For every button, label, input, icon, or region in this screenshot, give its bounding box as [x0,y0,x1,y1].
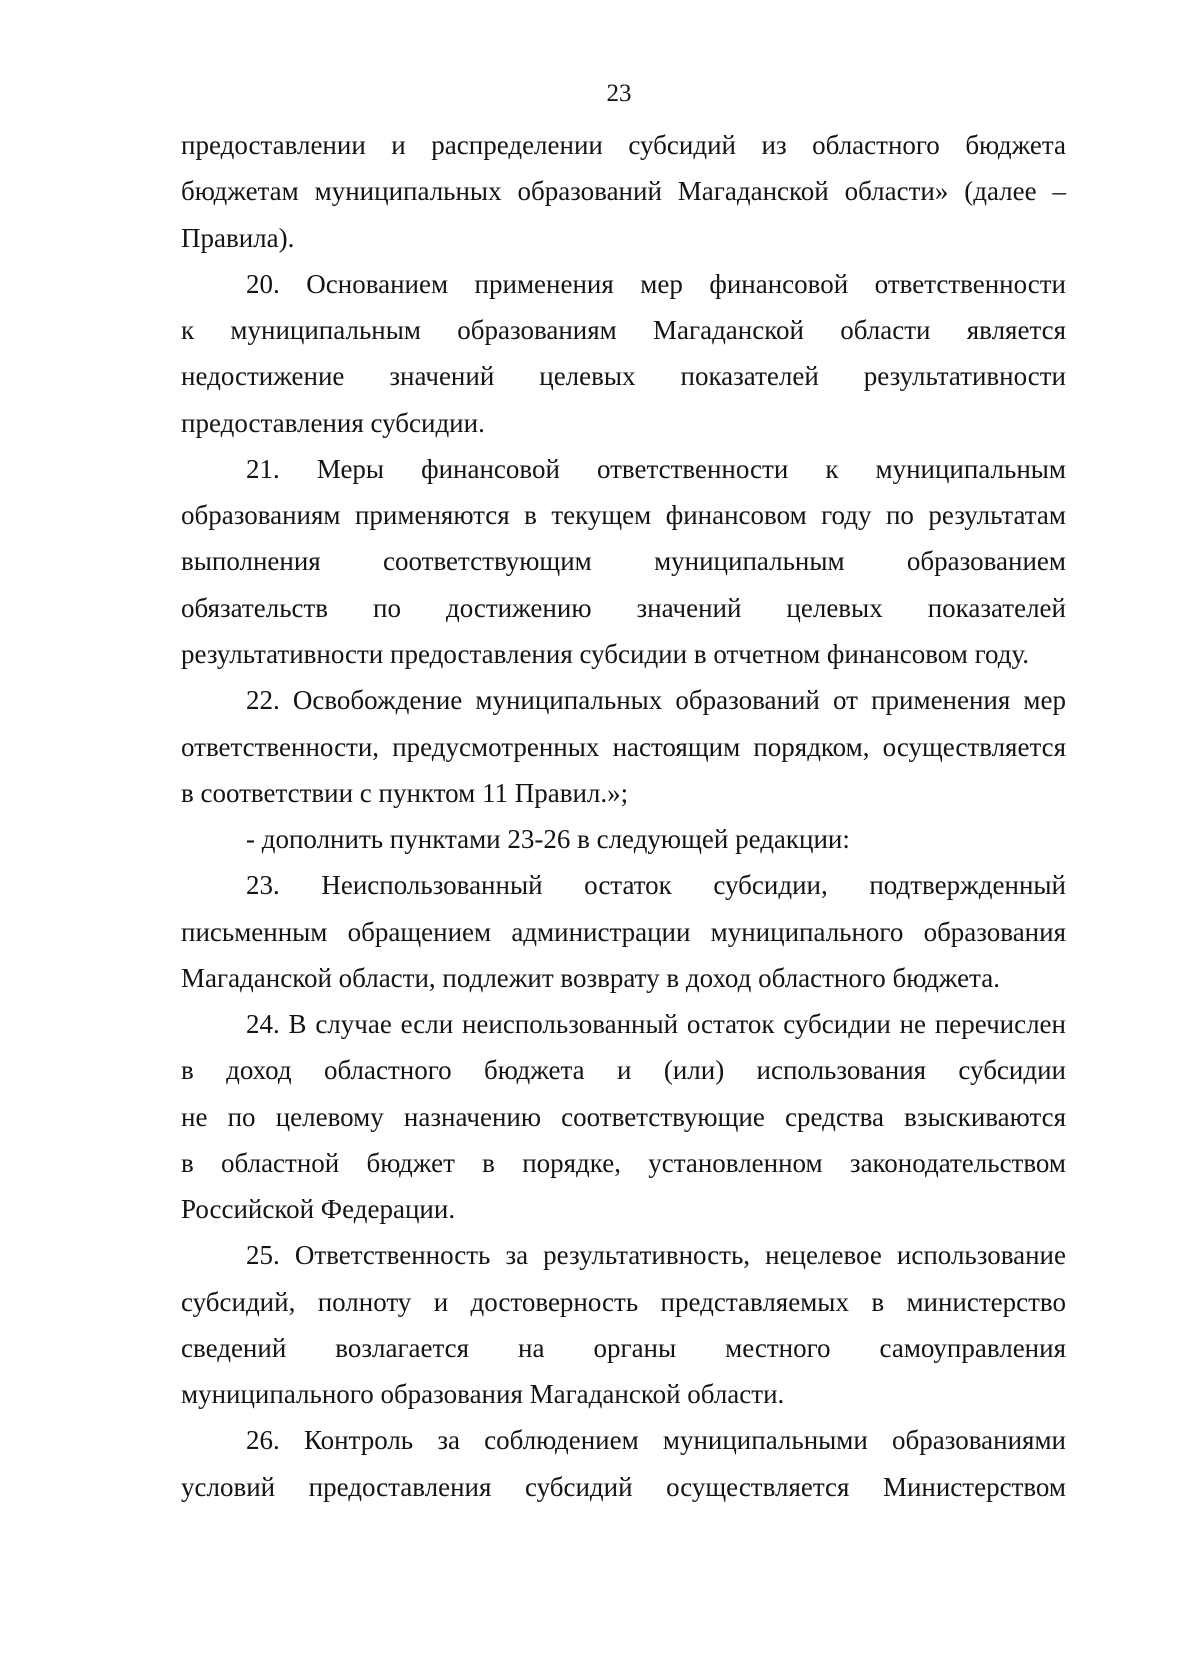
paragraph-26-line: 26. Контроль за соблюдением муниципальными образованиями [246,1425,1066,1455]
text-line: недостижение значений целевых показателей результативности [181,361,1066,391]
text-line: не по целевому назначению соответствующие средства взыскиваются [181,1102,1066,1132]
paragraph-22-line: 22. Освобождение муниципальных образований от применения мер [246,685,1066,715]
text-line: результативности предоставления субсидии в отчетном финансовом году. [181,639,1030,669]
paragraph-25-line: 25. Ответственность за результативность, нецелевое использование [246,1240,1066,1270]
text-line: Правила). [181,223,295,253]
text-line: условий предоставления субсидий осуществляется Министерством [181,1472,1066,1502]
text-line: в соответствии с пунктом 11 Правил.»; [181,778,629,808]
amendment-line: - дополнить пунктами 23-26 в следующей редакции: [246,824,850,854]
text-line: муниципального образования Магаданской области. [181,1379,785,1409]
text-line: бюджетам муниципальных образований Магаданской области» (далее – [181,176,1066,206]
paragraph-24-line: 24. В случае если неиспользованный остаток субсидии не перечислен [246,1009,1066,1039]
text-line: Российской Федерации. [181,1194,456,1224]
paragraph-20-line: 20. Основанием применения мер финансовой ответственности [246,269,1066,299]
text-line: обязательств по достижению значений целевых показателей [181,593,1066,623]
text-line: письменным обращением администрации муниципального образования [181,917,1066,947]
text-line: ответственности, предусмотренных настоящим порядком, осуществляется [181,732,1066,762]
text-line: в областной бюджет в порядке, установленном законодательством [181,1148,1066,1178]
text-line: выполнения соответствующим муниципальным образованием [181,546,1066,576]
paragraph-23-line: 23. Неиспользованный остаток субсидии, подтвержденный [246,870,1066,900]
text-line: образованиям применяются в текущем финансовом году по результатам [181,500,1066,530]
text-line: сведений возлагается на органы местного самоуправления [181,1333,1066,1363]
paragraph-21-line: 21. Меры финансовой ответственности к муниципальным [246,454,1066,484]
page-number: 23 [606,80,632,107]
text-line: к муниципальным образованиям Магаданской области является [181,315,1066,345]
text-line: в доход областного бюджета и (или) использования субсидии [181,1055,1066,1085]
text-line: субсидий, полноту и достоверность представляемых в министерство [181,1287,1066,1317]
text-line: предоставлении и распределении субсидий из областного бюджета [181,130,1066,160]
text-line: предоставления субсидии. [181,408,485,438]
text-line: Магаданской области, подлежит возврату в доход областного бюджета. [181,963,1000,993]
